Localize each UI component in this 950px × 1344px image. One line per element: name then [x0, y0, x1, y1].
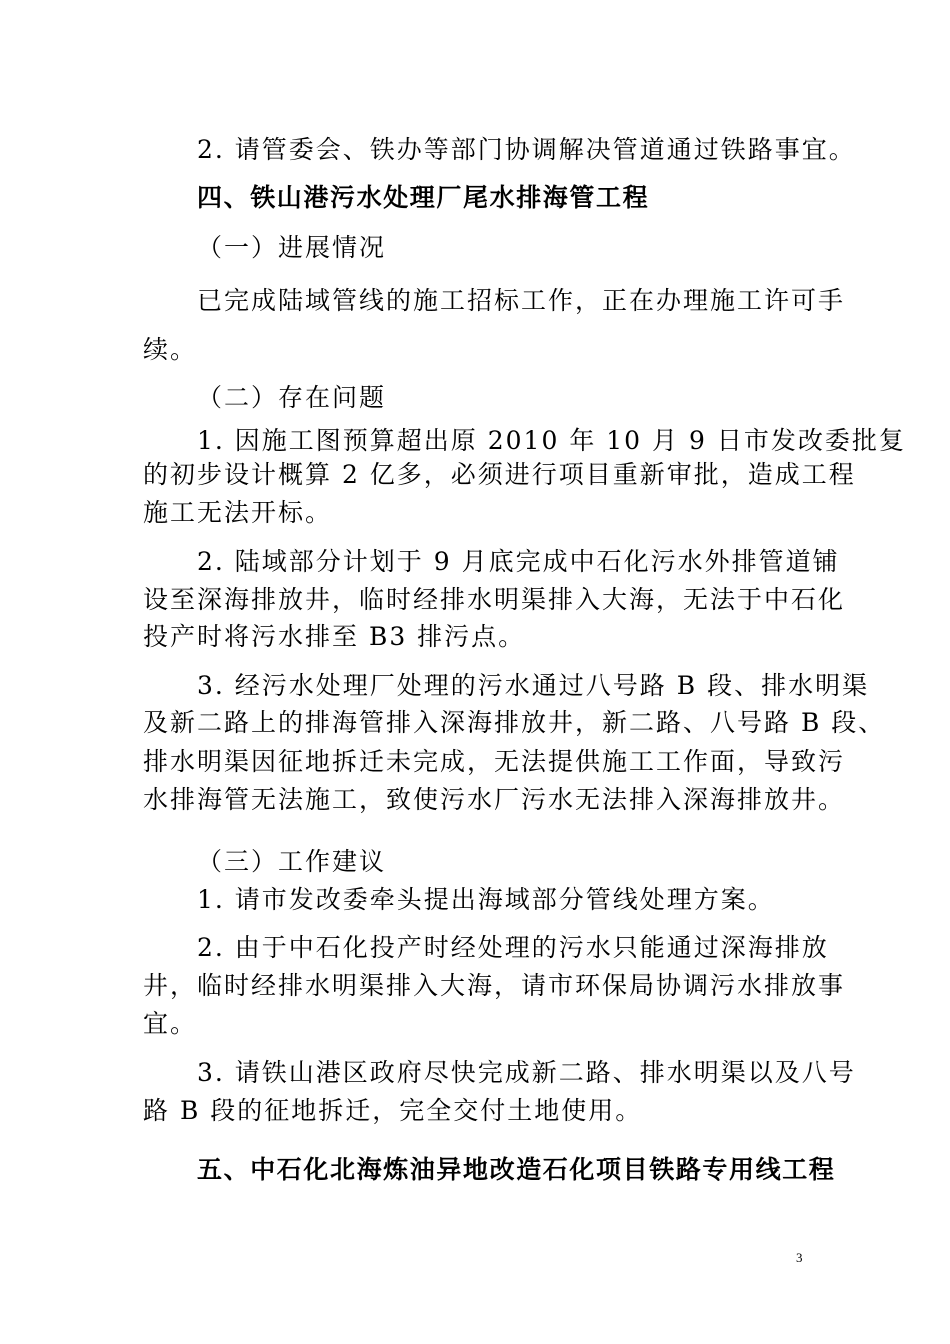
- text-line-1: 2. 请管委会、铁办等部门协调解决管道通过铁路事宜。: [197, 135, 856, 164]
- text-line-18: 1. 请市发改委牵头提出海域部分管线处理方案。: [197, 885, 775, 914]
- section-heading-4: 四、铁山港污水处理厂尾水排海管工程: [197, 183, 650, 212]
- text-line-15: 排水明渠因征地拆迁未完成，无法提供施工工作面，导致污: [143, 747, 846, 776]
- subsection-heading-suggestions: （三）工作建议: [197, 847, 387, 876]
- text-line-20: 井，临时经排水明渠排入大海，请市环保局协调污水排放事: [143, 971, 846, 1000]
- text-line-11: 设至深海排放井，临时经排水明渠排入大海，无法于中石化: [143, 585, 846, 614]
- text-line-12: 投产时将污水排至 B3 排污点。: [143, 622, 526, 651]
- subsection-heading-issues: （二）存在问题: [197, 383, 387, 412]
- text-line-4: 已完成陆域管线的施工招标工作，正在办理施工许可手: [197, 286, 846, 315]
- subsection-heading-progress: （一）进展情况: [197, 233, 387, 262]
- text-line-10: 2. 陆域部分计划于 9 月底完成中石化污水外排管道铺: [197, 547, 840, 576]
- text-line-13: 3. 经污水处理厂处理的污水通过八号路 B 段、排水明渠: [197, 671, 870, 700]
- text-line-8: 的初步设计概算 2 亿多，必须进行项目重新审批，造成工程: [143, 460, 856, 489]
- text-line-22: 3. 请铁山港区政府尽快完成新二路、排水明渠以及八号: [197, 1058, 856, 1087]
- text-line-19: 2. 由于中石化投产时经处理的污水只能通过深海排放: [197, 933, 829, 962]
- text-line-21: 宜。: [143, 1009, 198, 1038]
- text-line-7: 1. 因施工图预算超出原 2010 年 10 月 9 日市发改委批复: [197, 426, 906, 455]
- section-heading-5: 五、中石化北海炼油异地改造石化项目铁路专用线工程: [197, 1155, 836, 1184]
- text-line-5: 续。: [143, 335, 198, 364]
- page-number: 3: [796, 1250, 803, 1265]
- text-line-23: 路 B 段的征地拆迁，完全交付土地使用。: [143, 1096, 643, 1125]
- text-line-16: 水排海管无法施工，致使污水厂污水无法排入深海排放井。: [143, 785, 846, 814]
- text-line-9: 施工无法开标。: [143, 498, 333, 527]
- text-line-14: 及新二路上的排海管排入深海排放井，新二路、八号路 B 段、: [143, 708, 886, 737]
